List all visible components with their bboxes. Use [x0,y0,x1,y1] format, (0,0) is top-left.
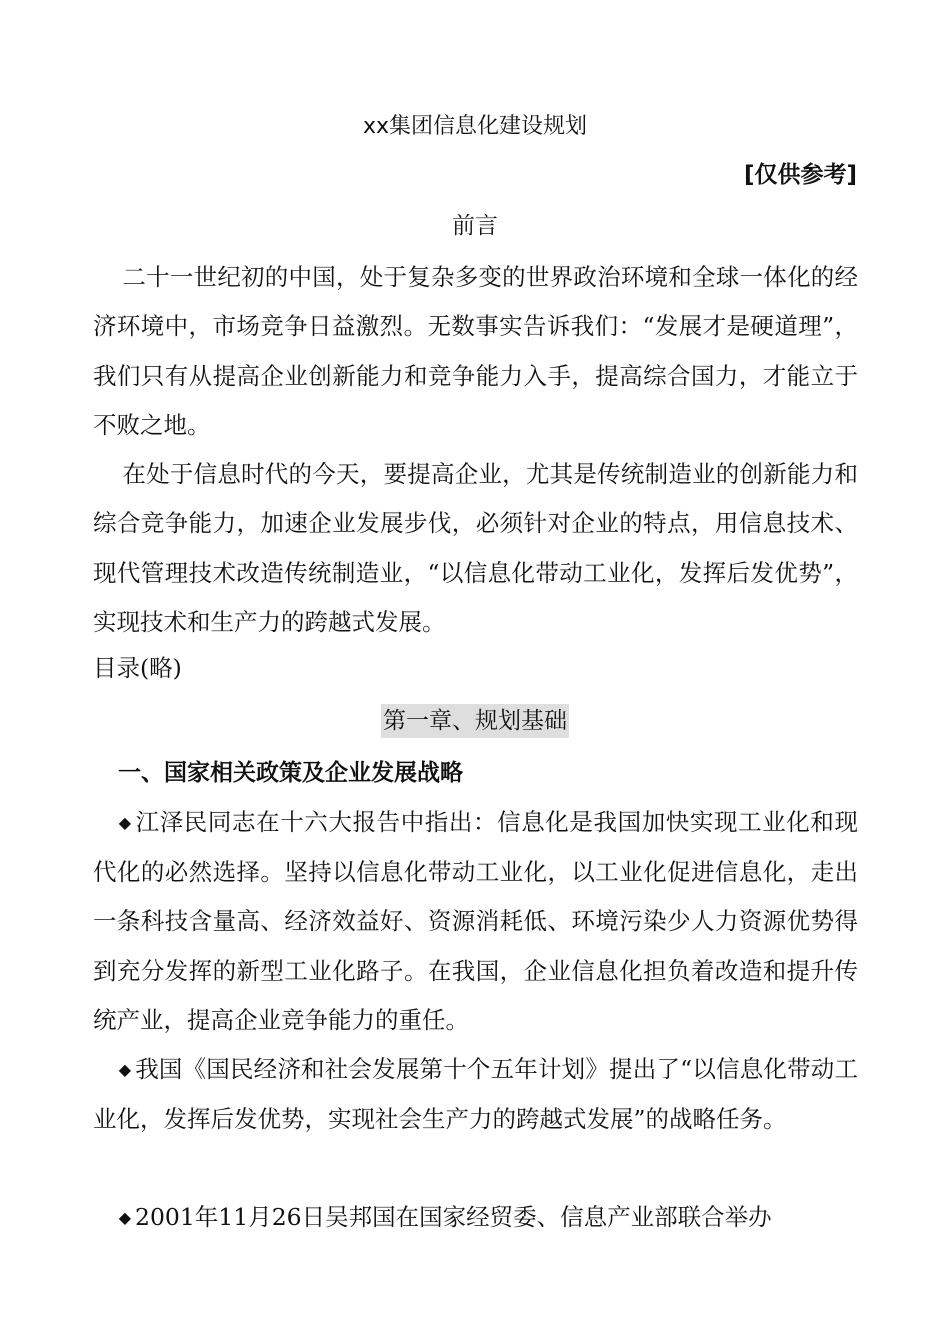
bullet-paragraph-1 [93,798,858,1046]
bullet-paragraph-3 [93,1193,858,1243]
section-heading: 一、国家相关政策及企业发展战略 [118,760,463,786]
disclaimer-label: [仅供参考] [743,162,857,188]
chapter-heading-container [0,704,950,738]
preface-paragraph-1: 二十一世纪初的中国，处于复杂多变的世界政治环境和全球一体化的经济环境中，市场竞争日益激烈。无数事实告诉我们：“发展才是硬道理”，我们只有从提高企业创新能力和竞争能力入手，提高综合国力，才能立于不败之地。 [93,263,858,439]
toc-note: 目录(略) [93,654,182,682]
bullet-text-3: 2001年11月26日吴邦国在国家经贸委、信息产业部联合举办 [135,1203,772,1231]
diamond-bullet-icon: ◆ [118,813,131,832]
diamond-bullet-icon: ◆ [118,1208,131,1227]
bullet-text-1: 江泽民同志在十六大报告中指出：信息化是我国加快实现工业化和现代化的必然选择。坚持以信息化带动工业化，以工业化促进信息化，走出一条科技含量高、经济效益好、资源消耗低、环境污染少人力资源优势得到充分发挥的新型工业化路子。在我国，企业信息化担负着改造和提升传统产业，提高企业竞争能力的重任。 [93,808,858,1034]
bullet-paragraph-2 [93,1045,858,1144]
chapter-heading: 第一章、规划基础 [381,704,569,738]
document-title: xx集团信息化建设规划 [362,114,588,139]
bullet-text-2: 我国《国民经济和社会发展第十个五年计划》提出了“以信息化带动工业化，发挥后发优势，实现社会生产力的跨越式发展”的战略任务。 [93,1055,858,1133]
diamond-bullet-icon: ◆ [118,1060,131,1079]
preface-paragraph-2: 在处于信息时代的今天，要提高企业，尤其是传统制造业的创新能力和综合竞争能力，加速企业发展步伐，必须针对企业的特点，用信息技术、现代管理技术改造传统制造业，“以信息化带动工业化，发挥后发优势”，实现技术和生产力的跨越式发展。 [93,460,858,636]
preface-heading: 前言 [452,213,498,239]
